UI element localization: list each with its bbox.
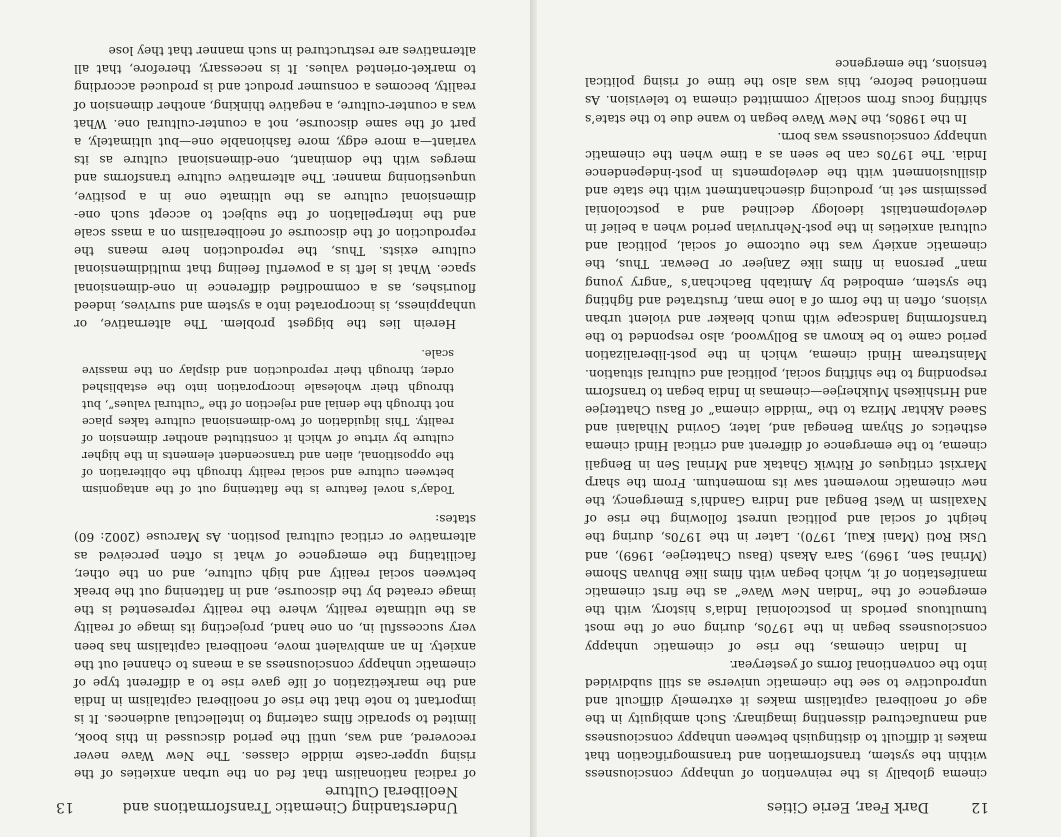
running-head: Dark Fear, Eerie Cities <box>766 799 929 815</box>
right-page-body <box>74 42 476 783</box>
page-number: 12 <box>971 799 989 815</box>
body-paragraph: Herein lies the biggest problem. The alternative, or unhappiness, is incorporated into a system and survives, indeed flourishes, as a commodified difference in one-dimensional space. What is left is a powerful feeling that multidimensional culture exists. Thus, the reproduction here means the reproduction of the discourse of neoliberalism on a mass scale and the interpellation of the subject to accept such one-dimensional culture as the ultimate one in a positive, unquestioning manner. The alternative culture transforms and merges with the dominant, one-dimensional culture as its variant—a more edgy, more fashionable one—but ultimately, a part of the same discourse, not a counter-cultural one. What was a counter-culture, a negative thinking, another dimension of reality, becomes a consumer product and is produced according to market-oriented values. It is necessary, therefore, that all alternatives are restructured in such manner that they lose <box>74 43 476 331</box>
left-page-body <box>585 55 987 783</box>
running-head: Understanding Cinematic Transformations and Neoliberal Culture <box>122 783 458 815</box>
quote-paragraph: Today’s novel feature is the flattening out of the antagonism between culture and social reality through the obliteration of the oppositional, alien and transcendent elements in the higher culture by virtue of which it constituted another dimension of reality. This liquidation of two-dimensional culture takes place not through the denial and rejection of the “cultural values”, but through their wholesale incorporation into the established order, through their reproduction and display on the massive scale. <box>82 346 454 496</box>
body-paragraph: In Indian cinemas, the rise of cinematic unhappy consciousness began in the 1970s, during one of the most tumultuous periods in postcolonial India’s history, with the emergence of the “Indian New Wave” as the first cinematic manifestation of it, which began with films like Bhuvan Shome (Mrinal Sen, 1969), Sara Akash (Basu Chatterjee, 1969), and Uski Roti (Mani Kaul, 1970). Later in the 1970s, during the height of social and political unrest following the rise of Naxalism in West Bengal and Indira Gandhi’s Emergency, the new cinematic movement saw its momentum. From the sharp Marxist critiques of Ritwik Ghatak and Mrinal Sen in Bengali cinema, to the emergence of different and critical Hindi cinema esthetics of Shyam Benegal and, later, Govind Nihalani and Saeed Akhtar Mirza to the “middle cinema” of Basu Chatterjee and Hrishikesh Mukherjee—cinemas in India began to transform responding to the shifting social, political and cultural situation. Mainstream Hindi cinema, which in the post-liberalization period came to be known as Bollywood, also responded to the transforming landscape with much bleaker and violent urban visions, often in the form of a lone man, frustrated and fighting the system, embodied by Amitabh Bachchan’s “angry young man” persona in films like Zanjeer or Deewar. Thus, the cinematic anxiety was the outcome of social, political and cultural anxieties in the post-Nehruvian period when a belief in developmentalist ideology declined and a postcolonial pessimism set in, producing disenchantment with the state and disillusionment with the developments in post-independence India. The 1970s can be seen as a time when the cinematic unhappy consciousness was born. <box>585 129 987 654</box>
right-page <box>0 0 530 837</box>
left-page <box>531 0 1061 837</box>
block-quote <box>82 345 454 498</box>
body-paragraph: of radical nationalism that fed on the urban anxieties of the rising upper-caste middle classes. The New Wave never recovered, and was, until the period discussed in this book, limited to sporadic films catering to intellectual audiences. It is important to note that the rise of neoliberal capitalism in India and the marketization of life gave rise to a different type of cinematic unhappy consciousness as a means to channel out the anxiety. In an ambivalent move, neoliberal capitalism has been very successful in, on one hand, projecting its image of reality as the ultimate reality, where the reality represented is the image created by the discourse, and in flattening out the break between social reality and high culture, and on the other, facilitating the emergence of what is often perceived as alternative or critical cultural position. As Marcuse (2002: 60) states: <box>74 512 476 781</box>
page-number: 13 <box>56 799 74 815</box>
body-paragraph: cinema globally is the reinvention of unhappy consciousness within the system, transformation and transmogrification that makes it difficult to distinguish between unhappy consciousness and manufactured dissenting imaginary. Such ambiguity in the age of neoliberal capitalism makes it extremely difficult and unproductive to see the cinematic universe as still subdivided into the conventional forms of yesteryear. <box>585 657 987 781</box>
body-paragraph: In the 1980s, the New Wave began to wane due to the state’s shifting focus from socially committed cinema to television. As mentioned before, this was also the time of rising political tensions, the emergence <box>585 57 987 126</box>
